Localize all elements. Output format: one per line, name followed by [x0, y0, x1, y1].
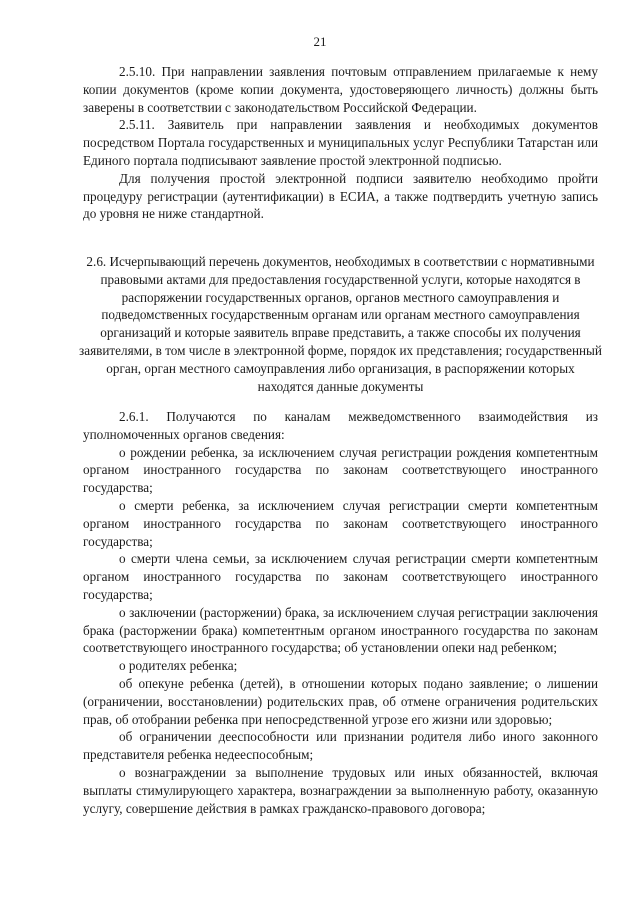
- paragraph-esia: Для получения простой электронной подписи заявителю необходимо пройти процедуру регистрации (аутентификации) в ЕСИА, а также подтвердить учетную запись до уровня не ниже стандартной.: [83, 170, 598, 222]
- list-item-child-death: о смерти ребенка, за исключением случая регистрации смерти компетентным органом иностранного государства по законам соответствующего иностранного государства;: [83, 497, 598, 549]
- list-item-remuneration: о вознаграждении за выполнение трудовых или иных обязанностей, включая выплаты стимулирующего характера, вознаграждении за выполненную работу, оказанную услугу, совершение действия в рамках гражданско-правового договора;: [83, 764, 598, 816]
- list-item-birth: о рождении ребенка, за исключением случая регистрации рождения компетентным органом иностранного государства по законам соответствующего иностранного государства;: [83, 444, 598, 496]
- list-item-parents: о родителях ребенка;: [119, 658, 238, 674]
- paragraph-2-5-11: 2.5.11. Заявитель при направлении заявления и необходимых документов посредством Портала государственных и муниципальных услуг Республики Татарстан или Единого портала подписывают заявление простой электронной подписью.: [83, 117, 598, 168]
- paragraphs-top: [83, 63, 598, 223]
- list-item-family-death: о смерти члена семьи, за исключением случая регистрации смерти компетентным органом иностранного государства по законам соответствующего иностранного государства;: [83, 551, 598, 602]
- paragraphs-bottom: [83, 408, 598, 817]
- section-heading-text: 2.6. Исчерпывающий перечень документов, необходимых в соответствии с нормативными правовыми актами для предоставления государственной услуги, которые находятся в распоряжении государственных органов, органов местного самоуправления и подведомственных государственным органам или органам местного самоуправления организаций и которые заявитель вправе представить, а также способы их получения заявителями, в том числе в электронной форме, порядок их представления; государственный орган, орган местного самоуправления либо организация, в распоряжении которых находятся данные документы: [79, 254, 602, 394]
- list-item-capacity: об ограничении дееспособности или признании родителя либо иного законного представителя ребенка недееспособным;: [83, 729, 598, 763]
- list-item-marriage: о заключении (расторжении) брака, за исключением случая регистрации заключения брака (расторжении брака) компетентным органом иностранного государства по законам соответствующего иностранного государства; об установлении опеки над ребенком;: [83, 604, 598, 656]
- paragraph-2-5-10: 2.5.10. При направлении заявления почтовым отправлением прилагаемые к нему копии документов (кроме копии документа, удостоверяющего личность) должны быть заверены в соответствии с законодательством Российской Федерации.: [83, 64, 598, 115]
- page-number: 21: [313, 34, 327, 49]
- section-heading-2-6: [78, 253, 603, 395]
- list-item-guardian: об опекуне ребенка (детей), в отношении которых подано заявление; о лишении (ограничении, восстановлении) родительских прав, об отмене ограничения родительских прав, об отобрании ребенка при непосредственной угрозе его жизни или здоровью;: [83, 675, 598, 727]
- paragraph-2-6-1: 2.6.1. Получаются по каналам межведомственного взаимодействия из уполномоченных органов сведения:: [83, 409, 598, 442]
